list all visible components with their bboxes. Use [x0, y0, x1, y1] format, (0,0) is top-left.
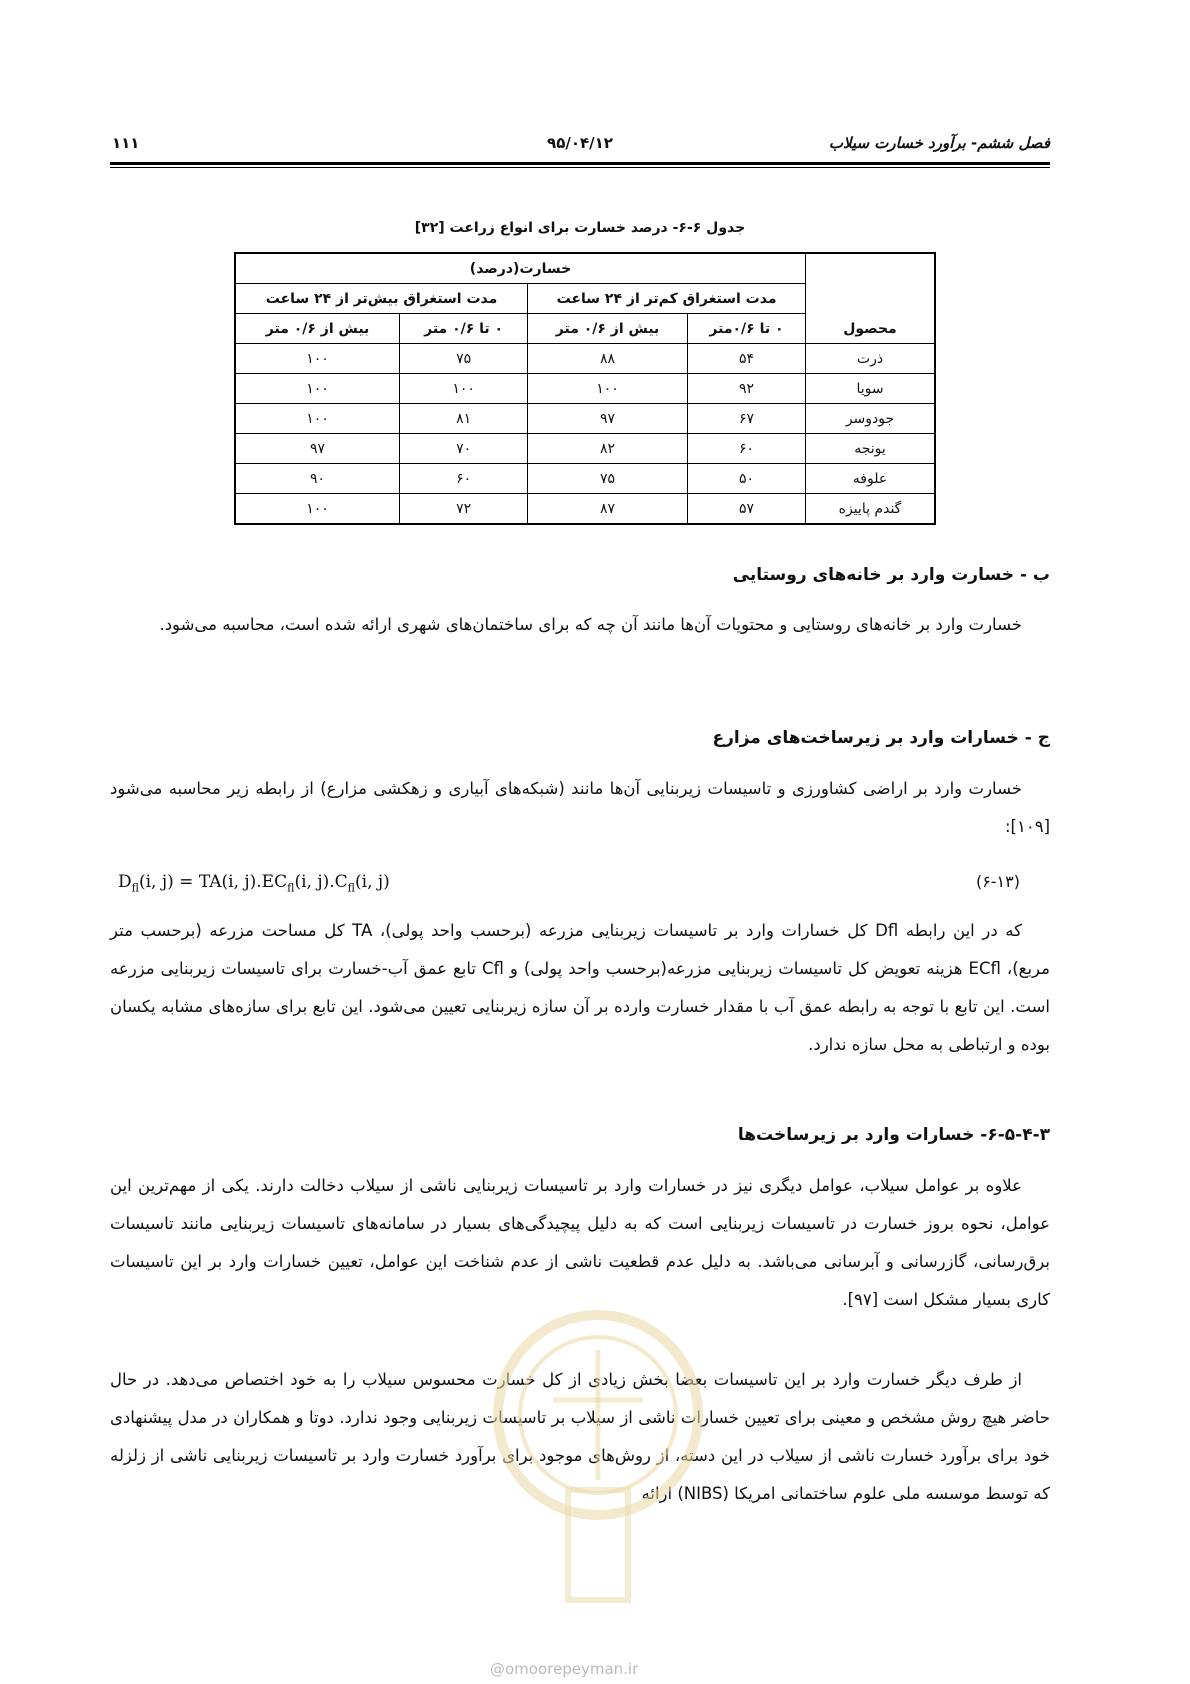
value-cell: ۸۷: [528, 494, 688, 525]
paragraph-text: خسارت وارد بر خانه‌های روستایی و محتویات آن‌ها مانند آن چه که برای ساختمان‌های شهری ارائه شده است، محاسبه می‌شود.: [159, 615, 1022, 634]
crop-cell: یونجه: [806, 434, 936, 464]
table-row: [235, 404, 935, 434]
equation: $D_{fl}(i$, j) = TA(i, $j).EC_{fl}(i$, $j).C_{fl}(i$, j): [118, 872, 390, 895]
value-cell: ۱۰۰: [400, 374, 528, 404]
value-cell: ۸۸: [528, 344, 688, 374]
header-date: ۹۵/۰۴/۱۲: [547, 134, 613, 152]
value-cell: ۵۴: [687, 344, 805, 374]
header-rule-thin: [110, 167, 1050, 168]
document-page: [110, 0, 1050, 1684]
paragraph: [110, 1361, 1050, 1513]
paragraph-text: علاوه بر عوامل سیلاب، عوامل دیگری نیز در خسارات وارد بر تاسیسات زیربنایی ناشی از سیلاب دخالت دارند. یکی از مهم‌ترین این عوامل، نحوه بروز خسارت در تاسیسات زیربنایی است که به دلیل پیچیدگی‌های بسیار در سامانه‌های تاسیسات زیربنایی مانند تاسیسات برق‌رسانی، گازرسانی و آبرسانی می‌باشد. به دلیل عدم قطعیت ناشی از عدم شناخت این عوامل، تعیین خسارات وارد بر این تاسیسات کاری بسیار مشکل است [۹۷].: [110, 1176, 1050, 1309]
col-header: بیش از ۰/۶ متر: [235, 314, 400, 344]
paragraph-text: از طرف دیگر خسارت وارد بر این تاسیسات بعضا بخش زیادی از کل خسارت محسوس سیلاب را به خود اختصاص می‌دهد. در حال حاضر هیچ روش مشخص و معینی برای تعیین خسارات ناشی از سیلاب بر تاسیسات زیربنایی وجود ندارد. دوتا و همکاران در مدل پیشنهادی خود برای برآورد خسارت ناشی از سیلاب در این دسته، از روش‌های موجود برای برآورد خسارت وارد بر تاسیسات زیربنایی ناشی از زلزله که توسط موسسه ملی علوم ساختمانی امریکا (NIBS) ارائه: [110, 1370, 1050, 1503]
section-heading: ج - خسارات وارد بر زیرساخت‌های مزارع: [712, 728, 1050, 748]
paragraph: [110, 606, 1050, 644]
value-cell: ۹۲: [687, 374, 805, 404]
value-cell: ۱۰۰: [528, 374, 688, 404]
group-more-header: مدت استغراق بیش‌تر از ۲۴ ساعت: [235, 284, 528, 314]
col-header: ۰ تا ۰/۶ متر: [400, 314, 528, 344]
equation-line: [110, 872, 1050, 902]
crop-header: محصول: [806, 253, 936, 344]
value-cell: ۶۰: [687, 434, 805, 464]
value-cell: ۸۲: [528, 434, 688, 464]
section-heading: ب - خسارت وارد بر خانه‌های روستایی: [732, 565, 1050, 585]
section-heading: ۶-۵-۴-۳- خسارات وارد بر زیرساخت‌ها: [737, 1125, 1050, 1145]
value-cell: ۵۷: [687, 494, 805, 525]
value-cell: ۹۷: [235, 434, 400, 464]
paragraph: [110, 912, 1050, 1064]
page-number: ۱۱۱: [112, 134, 140, 152]
paragraph-text: که در این رابطه Dfl کل خسارات وارد بر تاسیسات زیربنایی مزرعه (برحسب واحد پولی)، TA کل مساحت مزرعه (برحسب متر مربع)، ECfl هزینه تعویض کل تاسیسات زیربنایی مزرعه(برحسب واحد پولی) و Cfl تابع عمق آب-خسارت برای تاسیسات زیربنایی مزرعه است. این تابع با توجه به رابطه عمق آب با مقدار خسارت وارده بر آن سازه زیربنایی تعیین می‌شود. این تابع برای سازه‌های مشابه یکسان بوده و ارتباطی به محل سازه ندارد.: [110, 921, 1050, 1054]
value-cell: ۱۰۰: [235, 344, 400, 374]
watermark-site: @omoorepeyman.ir: [490, 1660, 639, 1678]
value-cell: ۸۱: [400, 404, 528, 434]
page-header: [110, 128, 1050, 158]
value-cell: ۷۲: [400, 494, 528, 525]
group-less-header: مدت استغراق کم‌تر از ۲۴ ساعت: [528, 284, 806, 314]
value-cell: ۱۰۰: [235, 404, 400, 434]
value-cell: ۵۰: [687, 464, 805, 494]
col-header: ۰ تا ۰/۶متر: [687, 314, 805, 344]
table-row: [235, 344, 935, 374]
crop-cell: جودوسر: [806, 404, 936, 434]
value-cell: ۷۵: [400, 344, 528, 374]
paragraph-text: خسارت وارد بر اراضی کشاورزی و تاسیسات زیربنایی آن‌ها مانند (شبکه‌های آبیاری و زهکشی مزارع) از رابطه زیر محاسبه می‌شود [۱۰۹]:: [110, 779, 1050, 836]
crop-cell: ذرت: [806, 344, 936, 374]
paragraph: [110, 770, 1050, 846]
col-header: بیش از ۰/۶ متر: [528, 314, 688, 344]
value-cell: ۶۷: [687, 404, 805, 434]
table-row: [235, 374, 935, 404]
crop-cell: علوفه: [806, 464, 936, 494]
paragraph: [110, 1167, 1050, 1319]
table-row: [235, 494, 935, 525]
table-caption: جدول ۶-۶- درصد خسارت برای انواع زراعت [۳۲]: [414, 220, 746, 236]
crop-cell: سویا: [806, 374, 936, 404]
value-cell: ۷۵: [528, 464, 688, 494]
crop-cell: گندم پاییزه: [806, 494, 936, 525]
value-cell: ۱۰۰: [235, 494, 400, 525]
value-cell: ۹۰: [235, 464, 400, 494]
value-cell: ۱۰۰: [235, 374, 400, 404]
crop-loss-table: [234, 252, 936, 525]
equation-number: (۶-۱۳): [975, 872, 1020, 891]
value-cell: ۹۷: [528, 404, 688, 434]
table-row: [235, 434, 935, 464]
value-cell: ۶۰: [400, 464, 528, 494]
loss-header: خسارت(درصد): [235, 253, 806, 284]
value-cell: ۷۰: [400, 434, 528, 464]
header-rule: [110, 162, 1050, 165]
table-row: [235, 464, 935, 494]
chapter-title: فصل ششم- برآورد خسارت سیلاب: [828, 134, 1050, 152]
